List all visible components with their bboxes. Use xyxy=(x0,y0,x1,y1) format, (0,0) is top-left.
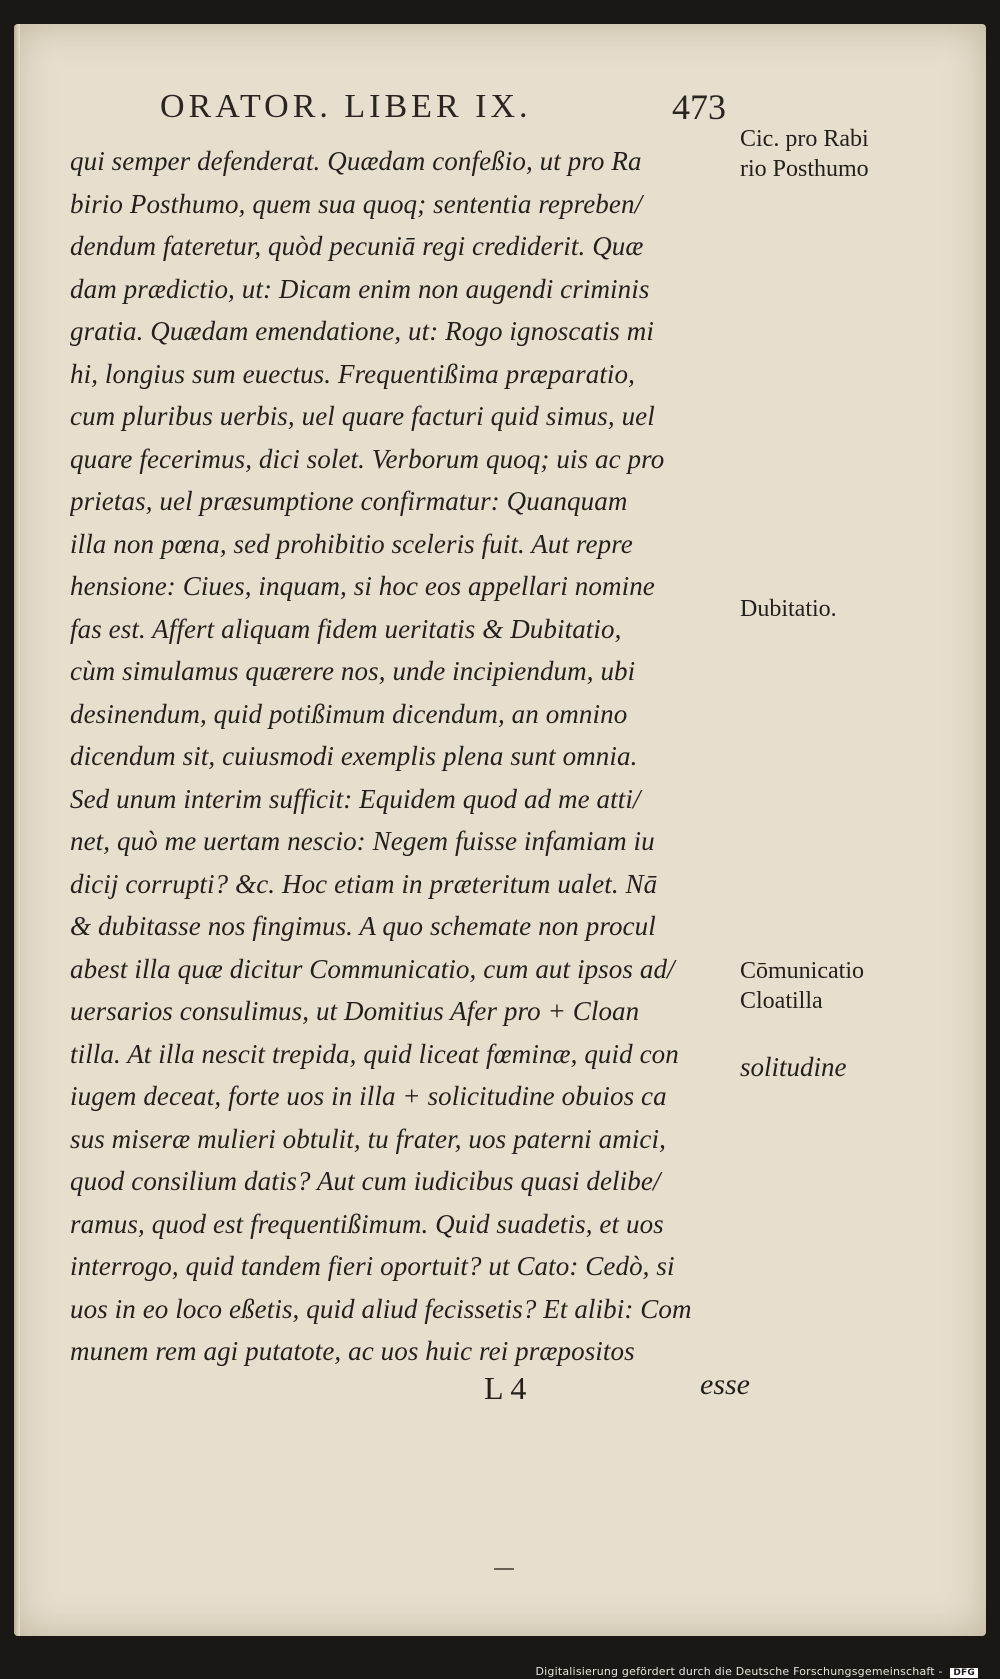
text-line: iugem deceat, forte uos in illa + solicitudine obuios ca xyxy=(70,1081,667,1111)
signature-mark: L 4 xyxy=(484,1370,527,1406)
text-line: dicij corrupti? &c. Hoc etiam in præteritum ualet. Nā xyxy=(70,868,658,899)
marginal-note-cicero xyxy=(740,124,869,184)
page-mark-dash xyxy=(494,1568,514,1570)
text-line: ramus, quod est frequentißimum. Quid suadetis, et uos xyxy=(70,1208,664,1239)
text-line: Sed unum interim sufficit: Equidem quod ad me atti/ xyxy=(70,783,641,814)
marginal-note-communicatio xyxy=(740,956,864,1016)
dfg-logo: DFG xyxy=(950,1668,978,1678)
text-line: munem rem agi putatote, ac uos huic rei præpositos xyxy=(70,1336,635,1366)
text-line: hensione: Ciues, inquam, si hoc eos appellari nomine xyxy=(70,571,655,601)
text-line: net, quò me uertam nescio: Negem fuisse infamiam iu xyxy=(70,826,655,856)
text-line: quare fecerimus, dici solet. Verborum quoq; uis ac pro xyxy=(70,443,665,474)
text-line: dendum fateretur, quòd pecuniā regi crediderit. Quæ xyxy=(70,231,644,261)
marginal-note-line: Cōmunicatio xyxy=(740,958,864,984)
text-line: desinendum, quid potißimum dicendum, an omnino xyxy=(70,698,628,729)
text-line: uos in eo loco eßetis, quid aliud fecissetis? Et alibi: Com xyxy=(70,1293,692,1324)
text-line: gratia. Quædam emendatione, ut: Rogo ignoscatis mi xyxy=(70,316,654,346)
text-line: uersarios consulimus, ut Domitius Afer pro + Cloan xyxy=(70,996,640,1026)
marginal-note-line: Cic. pro Rabi xyxy=(740,126,869,152)
text-line: fas est. Affert aliquam fidem ueritatis & Dubitatio, xyxy=(70,613,622,644)
marginal-note-dubitatio: Dubitatio. xyxy=(740,596,837,622)
footer-credit: Digitalisierung gefördert durch die Deutsche Forschungsgemeinschaft - xyxy=(535,1665,943,1678)
text-line: cum pluribus uerbis, uel quare facturi quid simus, uel xyxy=(70,401,655,431)
marginal-note-line: rio Posthumo xyxy=(740,156,869,182)
body-text xyxy=(70,140,740,1373)
text-line: & dubitasse nos fingimus. A quo schemate non procul xyxy=(70,911,656,941)
page-edge xyxy=(14,24,20,1636)
text-line: quod consilium datis? Aut cum iudicibus quasi delibe/ xyxy=(70,1166,661,1196)
text-line: prietas, uel præsumptione confirmatur: Quanquam xyxy=(70,486,628,516)
text-line: sus miseræ mulieri obtulit, tu frater, uos paterni amici, xyxy=(70,1123,666,1154)
text-line: tilla. At illa nescit trepida, quid liceat fœminæ, quid con xyxy=(70,1038,679,1069)
marginal-note-solitudine: solitudine xyxy=(740,1052,847,1082)
text-line: hi, longius sum euectus. Frequentißima præparatio, xyxy=(70,358,635,389)
marginal-note-line: Cloatilla xyxy=(740,988,823,1014)
text-line: abest illa quæ dicitur Communicatio, cum aut ipsos ad/ xyxy=(70,953,675,984)
text-line: dicendum sit, cuiusmodi exemplis plena sunt omnia. xyxy=(70,741,638,771)
text-line: cùm simulamus quærere nos, unde incipiendum, ubi xyxy=(70,656,636,686)
text-line: dam prædictio, ut: Dicam enim non augendi criminis xyxy=(70,273,650,304)
text-line: illa non pœna, sed prohibitio sceleris fuit. Aut repre xyxy=(70,528,633,559)
text-line: qui semper defenderat. Quædam confeßio, ut pro Ra xyxy=(70,146,642,176)
catchword: esse xyxy=(700,1368,750,1401)
page-number: 473 xyxy=(672,87,726,127)
text-line: interrogo, quid tandem fieri oportuit? ut Cato: Cedò, si xyxy=(70,1251,675,1281)
text-line: birio Posthumo, quem sua quoq; sententia repreben/ xyxy=(70,188,643,219)
running-head: ORATOR. LIBER IX. xyxy=(160,88,532,125)
digitization-footer xyxy=(535,1665,978,1678)
